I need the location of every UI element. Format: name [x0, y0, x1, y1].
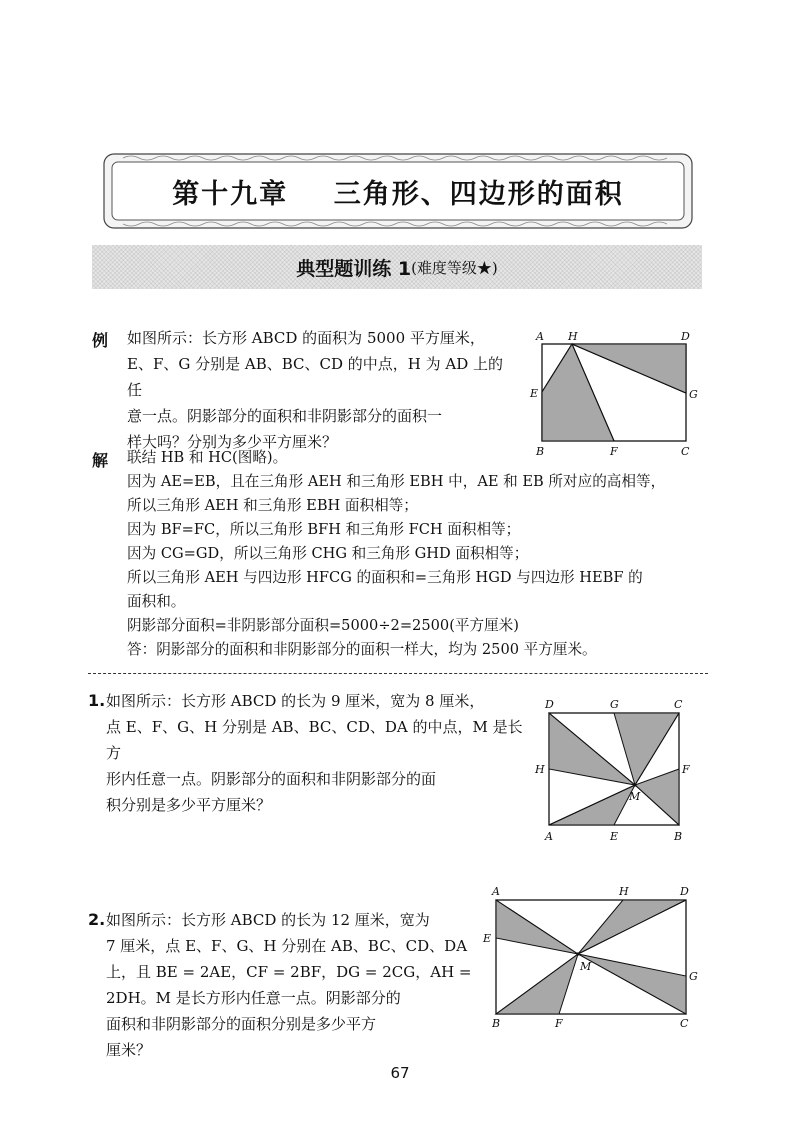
problem2-number: 2. [88, 910, 106, 929]
solution-line: 答：阴影部分的面积和非阴影部分的面积一样大，均为 2500 平方厘米。 [127, 641, 597, 658]
solution-line: 所以三角形 AEH 与四边形 HFCG 的面积和=三角形 HGD 与四边形 HEBF 的 [127, 569, 643, 586]
problem1-label-D: D [545, 698, 554, 711]
problem1-label-M: M [629, 790, 641, 803]
section-title: 典型题训练 1 [296, 257, 412, 280]
solution-line: 所以三角形 AEH 和三角形 EBH 面积相等； [127, 497, 418, 514]
example-label-E: E [530, 387, 539, 400]
example-label-B: B [536, 445, 545, 458]
section-difficulty: (难度等级★) [411, 258, 498, 277]
problem2-label-M: M [580, 960, 592, 973]
solution-label: 解 [92, 451, 109, 470]
example-label-F: F [610, 445, 618, 458]
problem1-line: 点 E、F、G、H 分别是 AB、BC、CD、DA 的中点，M 是长方 [106, 718, 523, 762]
problem2-line: 面积和非阴影部分的面积分别是多少平方 [106, 1015, 377, 1033]
problem1-label-C: C [674, 698, 683, 711]
solution-line: 阴影部分面积=非阴影部分面积=5000÷2=2500(平方厘米) [127, 617, 519, 634]
problem2-line: 7 厘米，点 E、F、G、H 分别在 AB、BC、CD、DA [106, 937, 468, 955]
example-label-D: D [681, 330, 690, 343]
section-header [92, 245, 702, 289]
chapter-title: 第十九章 三角形、四边形的面积 [172, 178, 624, 210]
problem2-line: 2DH。M 是长方形内任意一点。阴影部分的 [106, 989, 401, 1007]
problem2-label-E: E [483, 932, 492, 945]
example-line: 样大吗？分别为多少平方厘米？ [127, 433, 338, 451]
problem1-label-B: B [674, 830, 683, 843]
solution-line: 因为 BF=FC，所以三角形 BFH 和三角形 FCH 面积相等； [127, 521, 521, 538]
problem2-line: 如图所示：长方形 ABCD 的长为 12 厘米，宽为 [106, 911, 430, 929]
example-label: 例 [92, 331, 109, 350]
problem1-label-G: G [610, 698, 619, 711]
problem1-label-H: H [535, 763, 545, 776]
solution-line: 面积和。 [127, 593, 186, 610]
example-label-A: A [536, 330, 544, 343]
example-figure [528, 328, 700, 458]
problem2-label-F: F [555, 1017, 563, 1030]
example-label-H: H [568, 330, 578, 343]
page-number: 67 [390, 1064, 410, 1082]
problem1-text [106, 688, 526, 818]
problem1-label-A: A [545, 830, 553, 843]
problem1-figure [533, 697, 699, 847]
problem1-label-F: F [682, 763, 690, 776]
problem2-line: 上，且 BE = 2AE，CF = 2BF，DG = 2CG，AH = [106, 963, 472, 981]
problem2-line: 厘米？ [106, 1041, 152, 1059]
problem2-label-A: A [492, 885, 500, 898]
example-line: E、F、G 分别是 AB、BC、CD 的中点，H 为 AD 上的任 [127, 355, 504, 399]
problem1-line: 如图所示：长方形 ABCD 的长为 9 厘米，宽为 8 厘米， [106, 692, 485, 710]
example-label-G: G [689, 388, 698, 401]
problem1-line: 形内任意一点。阴影部分的面积和非阴影部分的面 [106, 770, 437, 788]
problem2-label-G: G [689, 970, 698, 983]
example-text [127, 325, 517, 455]
problem1-number: 1. [88, 691, 106, 710]
solution-line: 因为 AE=EB，且在三角形 AEH 和三角形 EBH 中，AE 和 EB 所对应的高相等， [127, 473, 666, 490]
problem1-label-E: E [610, 830, 619, 843]
problem2-label-B: B [492, 1017, 501, 1030]
section-divider [88, 673, 708, 674]
problem2-figure [482, 884, 702, 1034]
problem2-label-H: H [619, 885, 629, 898]
example-line: 如图所示：长方形 ABCD 的面积为 5000 平方厘米， [127, 329, 485, 347]
example-line: 意一点。阴影部分的面积和非阴影部分的面积一 [127, 407, 443, 425]
solution-line: 联结 HB 和 HC(图略)。 [127, 449, 288, 466]
solution-text [127, 446, 707, 662]
problem2-text [106, 907, 476, 1063]
problem2-label-C: C [680, 1017, 689, 1030]
problem1-line: 积分别是多少平方厘米？ [106, 796, 272, 814]
problem2-label-D: D [680, 885, 689, 898]
solution-line: 因为 CG=GD，所以三角形 CHG 和三角形 GHD 面积相等； [127, 545, 529, 562]
example-label-C: C [681, 445, 690, 458]
